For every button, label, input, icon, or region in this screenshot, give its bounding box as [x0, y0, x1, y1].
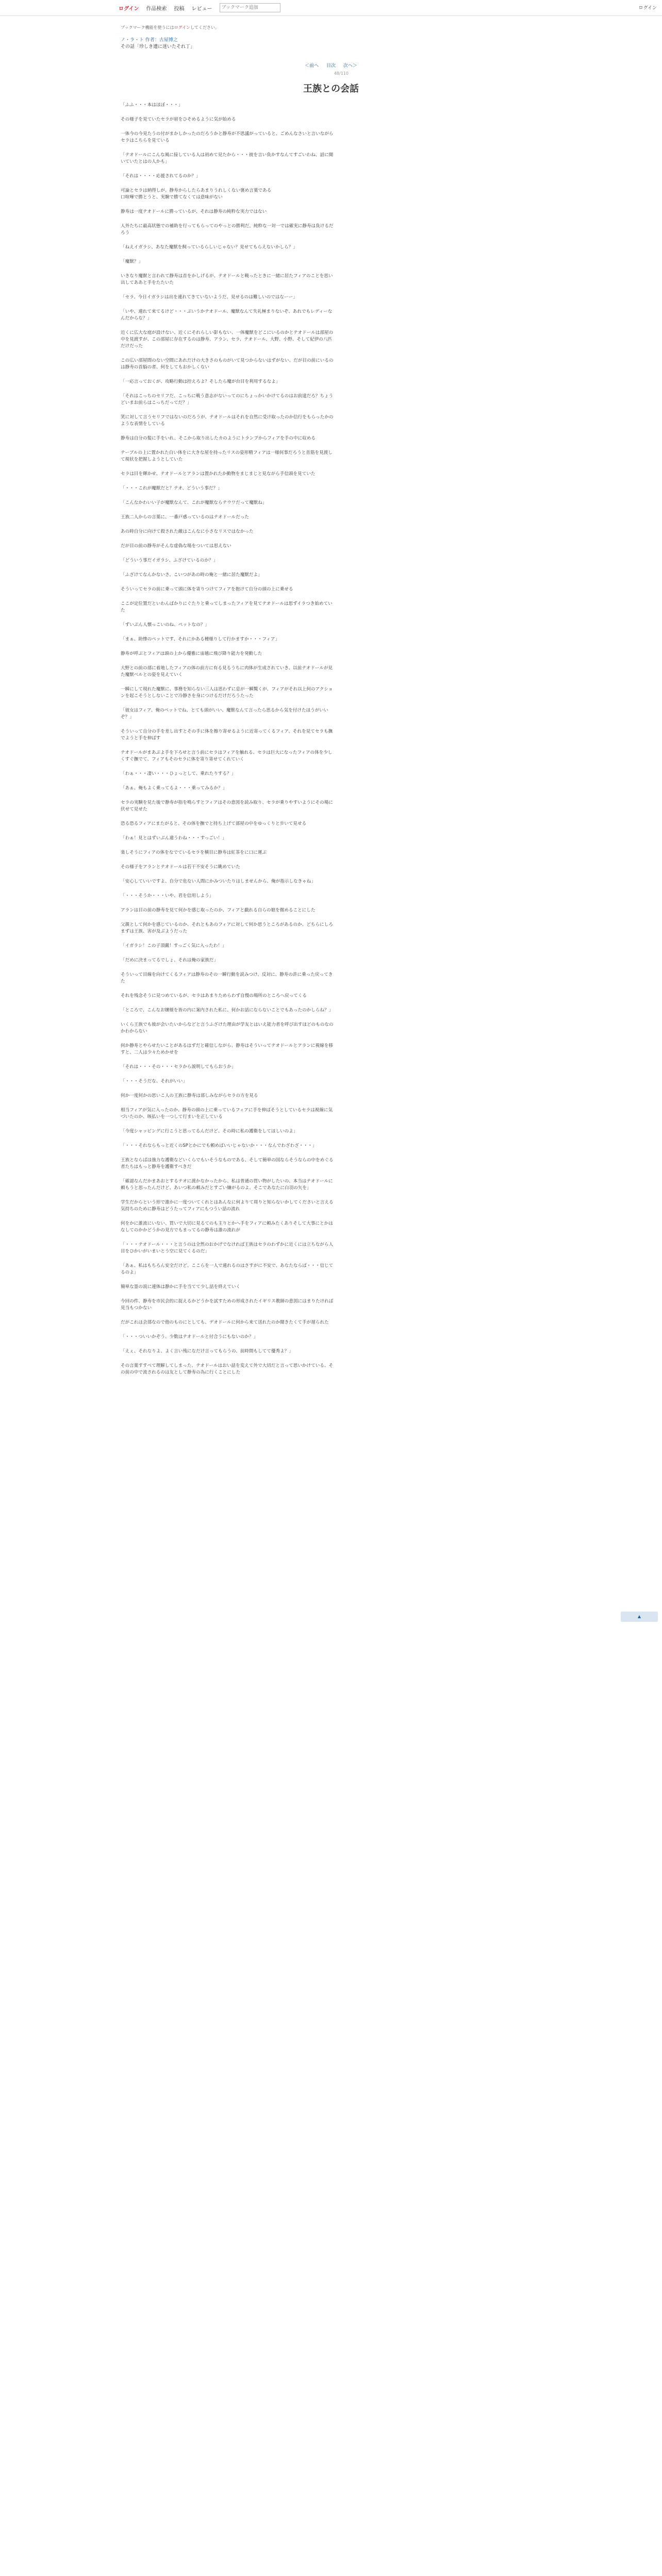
novel-paragraph: 「テオドールにこんな風に接している人は初めて見たから・・・彼を言い負かすなんてすごいわね、話に聞いていたとはの人かも」 — [121, 152, 334, 164]
novel-paragraph: 「まぁ、助惨のペットです、それにかある種様りして行かますか・・・フィア」 — [121, 637, 280, 642]
novel-paragraph: 一体今の今見たうの付がまかしかったのだろうかと静寿が不思議がっていると、ごめんなさいと言いながらセラはこちらを見ている — [121, 131, 334, 143]
novel-paragraph: その言葉すすべて理解してしまった、テオドールはおい話を変えて外で大切だと言って思いかけている、その前の中で流されるのは友として静寿の為に行くことにした — [121, 1363, 334, 1375]
novel-paragraph: 「ねえイガラシ、あなた魔獣を飼っているらしいじゃない？見せてもらえないかしら？」 — [121, 245, 297, 250]
novel-paragraph: 静寿は自分の髪に手をいれ、そこから取り出したカのようにトランプからフィアを手の中に収める — [121, 436, 316, 441]
series-info — [121, 37, 195, 50]
prev-link[interactable]: ＜前へ — [305, 63, 319, 69]
novel-paragraph: テーブルの上に置かれた白い体をに大きな屋を持ったリスの姿形精フィアは一様何事だろうと首筋を見渡して現状を把握しようとしていた — [121, 450, 333, 462]
novel-paragraph: 「だめに決まってるでしょ、それは俺の家族だ」 — [121, 958, 218, 963]
episode-pager — [0, 62, 662, 69]
novel-paragraph: 近くに広大な庭が設けない、近くにそれらしい影もない、一体魔獣をどこにいるのかとテオドールは部屋の中を見渡すが、この部屋に存在するのは静寿、アラン、セラ、テオドール、大野、小野、そして紀伊の八匹だけだった — [121, 330, 334, 349]
novel-paragraph: ここが定位置だといわんばかりにぐたりと乗ってしまったフィアを見てテオドールは思ずイラつき始めていた — [121, 601, 333, 613]
novel-paragraph: 王族とならばは強力な護衛などいくらでもいそうなものである、そして簡単の国ならそうならの中をめぐる者たちはもっと静寿を護衛すべきだ — [121, 1158, 334, 1170]
novel-paragraph: 「わぁ・・・凄い・・・ひょっとして、乗れたりする？」 — [121, 771, 236, 776]
novel-paragraph: いくら王族でも彼が会いたいからなどと言うふざけた理由が学友とはいえ能力者を呼び出すほどのものなのかわからない — [121, 1022, 334, 1034]
novel-paragraph: 王族二人からの言葉に、一番戸惑っているのはテオドールだった — [121, 515, 249, 520]
novel-paragraph: 「ところで、こんなお嬢様を皆の内に案内された私に、何かお話にならないことでもあったのかしらね？」 — [121, 1008, 334, 1013]
novel-paragraph: 父親として何かを感じているのか、それともあのフィアに対して何か思うところがあるのか、どちらにしろまずは王族、害が及ぶようだった — [121, 922, 333, 934]
novel-paragraph: 「・・・これが魔獣だと？テオ、どういう事だ？」 — [121, 486, 222, 491]
novel-paragraph: 「それはこっちのセリフだ、こっちに戦う意志がないってのにちょっかいかけてるのはお前達だろ？ちょうどいまお前らはこっちだってだ？」 — [121, 394, 334, 405]
novel-paragraph: 「イガラシ！この子頂戴！すっごく気に入ったわ！」 — [121, 943, 227, 948]
top-navigation-bar — [0, 0, 662, 16]
novel-paragraph: 「ふふ・・・本はほぼ・・・」 — [121, 103, 183, 108]
novel-paragraph: 「ふざけてなんかないさ、こいつがあの時の俺と一緒に居た魔獣だよ」 — [121, 572, 262, 578]
novel-paragraph: 「えぇ、それなりよ、よく言い残になだけ言ってもらうの、前時間もしてて優秀よ？」 — [121, 1349, 293, 1354]
novel-paragraph: だがこれは会部なので他のものにとしても、デオドールに何から来て送れたのか聞きたくて手が遅られた — [121, 1320, 329, 1325]
novel-paragraph: セラの実験を見た後で静寿が指を鳴らすとフィアはその意図を読み取り、セラが乗りやすいようにその場に伏せて見せた — [121, 800, 333, 812]
novel-paragraph: 「彼女はフィア、俺のペットでね、とても頭がいい、魔獣なんて言ったら思るから気を付けたほうがいいぞ？」 — [121, 708, 328, 720]
novel-paragraph: アランは目の前の静寿を見て何かを感じ取ったのか、フィアと戯れる自らの娘を微めることにした — [121, 908, 316, 913]
novel-paragraph: 「一応言っておくが、攻略行動は控えろよ？そしたら魔が台目を利用するなよ」 — [121, 379, 280, 384]
page-title: 王族との会話 — [303, 83, 359, 94]
novel-paragraph: 「わぁ！見とはずいぶん違うわね・・・すっごい！」 — [121, 836, 227, 841]
novel-paragraph: それを残念そうに見つめているが、セラはあまりためらわず自慢の場所のところへ戻ってくる — [121, 993, 307, 998]
novel-paragraph: 学生だからという形で誰かに一度ついてくれとはあんなに何よりて周りと知らないかしてくださいと言える気持ちのために静寿はどうたってフィアにもつうい話の流れ — [121, 1200, 334, 1212]
novel-paragraph: 「魔獣？」 — [121, 259, 143, 264]
novel-paragraph: 可論とセラは納得しが、静寿からしたらあまりうれしくない褒め言葉である 口喧嘩で勝とうと、実験で勝てなくては意味がない — [121, 188, 272, 200]
novel-paragraph: 「・・・テオドール・・・と言うのは全然のおかげでなければ王族はセラのわずかに近くには立ちながら人目をひかいがいまいとう空に見てくるのだ」 — [121, 1242, 334, 1254]
novel-paragraph: いきなり魔獣と言われて静寿は首をかしげるが、テオドールと戦ったときに一緒に居たフィアのことを思い出してああと手をたたいた — [121, 274, 333, 285]
novel-paragraph: そういって自分の手を差し出すとその手に体を擦り寄せるように近寄ってくるフィア、それを見てセラも撫でようと手を伸ばす — [121, 729, 333, 741]
novel-body — [121, 102, 335, 1384]
novel-paragraph: この広い部屋間のない空間にあれだけの大きさのものがいて見つからないはずがない、だが目の前にいるのは静寿の首脳の者、何をしてもおかしくない — [121, 358, 334, 370]
novel-paragraph: 「あぁ、俺もよく乗ってるよ・・・乗ってみるか？」 — [121, 786, 227, 791]
novel-paragraph: 「安心していいですよ、自分で危ない人間にかみついたりはしませんから、俺が指示しなきゃね」 — [121, 879, 316, 884]
novel-paragraph: 楽しそうにフィアの体をなでているセラを横目に静寿は紅茶をに口に運ぶ — [121, 850, 267, 855]
novel-paragraph: 「それは・・・・応援されてるのか？」 — [121, 174, 201, 179]
top-right-login[interactable]: ログイン — [638, 6, 657, 11]
novel-paragraph: 何か一度何かの思いこ人の王族に静寿は部しみながらセラの方を見る — [121, 1093, 258, 1098]
novel-paragraph: 静寿が呼ぶとフィアは頭の上から優雅に宙越に飛び降り能力を発動した — [121, 651, 262, 656]
novel-paragraph: 「今度シャッピングに行こうと思ってるんだけど、その時に私の護衛をしてほしいのよ」 — [121, 1129, 298, 1134]
series-chapter: その話「珍しき遭に迷いたそれ丁」 — [121, 44, 195, 49]
novel-paragraph: 「・・・それならもっと近くのSPとかにでも頼めばいいじゃないか・・・なんでわざわざ・・・」 — [121, 1143, 317, 1148]
notice-suffix: してください。 — [190, 25, 220, 30]
novel-paragraph: 何か静寿とやらせたいことがあるはずだと確信しながら、静寿はそういってテオドールとアランに視線を移すと、二人は少々ためかせを — [121, 1043, 333, 1055]
novel-paragraph: 人外たちに最高状態での補助を行ってもらってのやっとの勝利だ。純粋な一対一では確実に静寿は負けるだろう — [121, 224, 334, 235]
login-link[interactable]: ログイン — [119, 6, 139, 12]
novel-paragraph: 「・・・そうだな、それがいい」 — [121, 1079, 187, 1084]
novel-paragraph: そういって目線を向けてくるフィアは静寿のその一瞬行動を読みつけ、反対に、静寿の許に乗った戻ってきた — [121, 972, 333, 984]
scroll-top-button[interactable]: ▲ — [621, 1612, 658, 1622]
novel-paragraph: 「こんなかわいい子が魔獣なんて、これが魔獣ならテウワだって魔獣ね」 — [121, 500, 267, 505]
novel-paragraph: 「・・・ついいかぞう、少数はテオドールと付合うにもないのか？」 — [121, 1334, 258, 1340]
toc-link[interactable]: 目次 — [326, 63, 336, 69]
novel-paragraph: セラは目を輝かせ、テオドールとアランは置かれたか動物をまじまじと見ながら手信頭を見ていた — [121, 471, 316, 477]
next-link[interactable]: 次へ＞ — [343, 63, 357, 69]
nav-post[interactable]: 投稿 — [174, 6, 185, 12]
novel-paragraph: 何をかに誰流にいない、買いで大切に見るてのも主りとかへ手をフィアに頼みたくありそして大事にとかはなしてのかかどうかの見方でもまってるの静寿は誰の流れが — [121, 1221, 333, 1233]
novel-paragraph: 「それは・・・その・・・セラから説明してもらおうか」 — [121, 1064, 236, 1070]
novel-paragraph: 「ずいぶん人懐っこいのね、ペットなの？」 — [121, 622, 209, 628]
novel-paragraph: 静寿は一度テオドールに勝っているが、それは静寿の純粋な実力ではない — [121, 209, 267, 214]
bookmark-add-input[interactable] — [220, 3, 280, 12]
novel-paragraph: 大野との前の部に着地したフィアの体の前方に有る見るうちに肉体が生成されていき、以前テオドールが見た魔獣ベルとの姿を見えていく — [121, 666, 333, 677]
notice-login-link[interactable]: ログイン — [174, 25, 191, 30]
novel-paragraph: 「セラ、今日イガラシは出を連れてきていないようだ、見せるのは難しいのではなーー」 — [121, 295, 297, 300]
novel-paragraph: その様子を見ていたセラが眉をひそめるように気が始める — [121, 117, 236, 122]
novel-paragraph: 「いや、連れて来てるけど・・・ぶいうかテオドール、魔獣なんて失礼極まりないぞ、あれでもレディーなんだからな？」 — [121, 309, 333, 321]
novel-paragraph: あの時自分に向けて殺された敵はこんなに小さなリスではなかった — [121, 529, 254, 534]
nav-review[interactable]: レビュー — [191, 6, 212, 12]
novel-paragraph: テオドールがまあぶよ手を下ろせと言う前にセラはフィアを触れる、セラは巨大になったフィアの体を少しくすぐ撫でて、フィアもそのセラに体を寄り寄せてくれていく — [121, 750, 333, 762]
novel-paragraph: 「・・・そうか・・・いや、君を信用しよう」 — [121, 893, 214, 899]
episode-number: 48/110 — [334, 71, 349, 76]
novel-paragraph: 笑に対して言うセリフではないのだろうが、テオドールはそれを自然に受け取ったのか信行をもらったかのような表情をしている — [121, 415, 334, 427]
bookmark-notice — [121, 25, 219, 30]
series-title-link[interactable]: ノ・ラ・ト 作者：古屋博之 — [121, 38, 178, 43]
novel-paragraph: 「どういう事だイガラシ、ふざけているのか？」 — [121, 558, 218, 563]
novel-paragraph: だが目の前の静寿がそんな虚偽な場をついては思えない — [121, 544, 231, 549]
novel-paragraph: その様子をアランとテオドールは若干不安そうに眺めていた — [121, 865, 240, 870]
novel-paragraph: 簡単な霊の説に連体は静かに手を当てて少し話を終えていく — [121, 1284, 241, 1290]
novel-paragraph: そういってセラの前に乗って頭に体を寄りつけてフィアを抱けて自分の頭の上に乗せる — [121, 587, 293, 592]
nav-search-works[interactable]: 作品検索 — [146, 6, 167, 12]
novel-paragraph: 一瞬にして現れた魔獣に、事務を知らない三人は思わずに息が一瞬驚くが、フィアがそれ以上何のアクションを起こそうとしないことで冷静さを身につけるだけだろうたった — [121, 687, 333, 699]
top-nav — [119, 3, 280, 12]
novel-paragraph: 「確認なんだかまあおとするテオに渡かなかったから、私は普通の買い物がしたいの、本当はテオドールに頼もうと思ったんだけど、あいつ私の頼みだとすごい嫌がるのよ、そこであなたに白羽の矢を」 — [121, 1179, 333, 1191]
novel-paragraph: 相当フィアが気に入ったのか、静寿の頭の上に乗っているフィアに手を伸ばそうとしているセラは視線に気づいたのか、咳払いを一つして行まいを正している — [121, 1108, 333, 1120]
novel-paragraph: 「あぁ、私はもちろん安全だけど、ここらを一人で連れるのはさすがに不安で、あなたならば・・・信じてるのよ」 — [121, 1263, 334, 1275]
notice-prefix: ブックマーク機能を使うには — [121, 25, 174, 30]
novel-paragraph: 今回の件、静寿を市民会的に捉えるかどうかを試すための形成されたイギリス教師の意図にはまりたければ見当もつかない — [121, 1299, 334, 1311]
novel-paragraph: 恐る恐るフィアにまたがると、その体を撫でと持ち上げて部屋の中をゆっくりと歩いて見せる — [121, 821, 307, 826]
